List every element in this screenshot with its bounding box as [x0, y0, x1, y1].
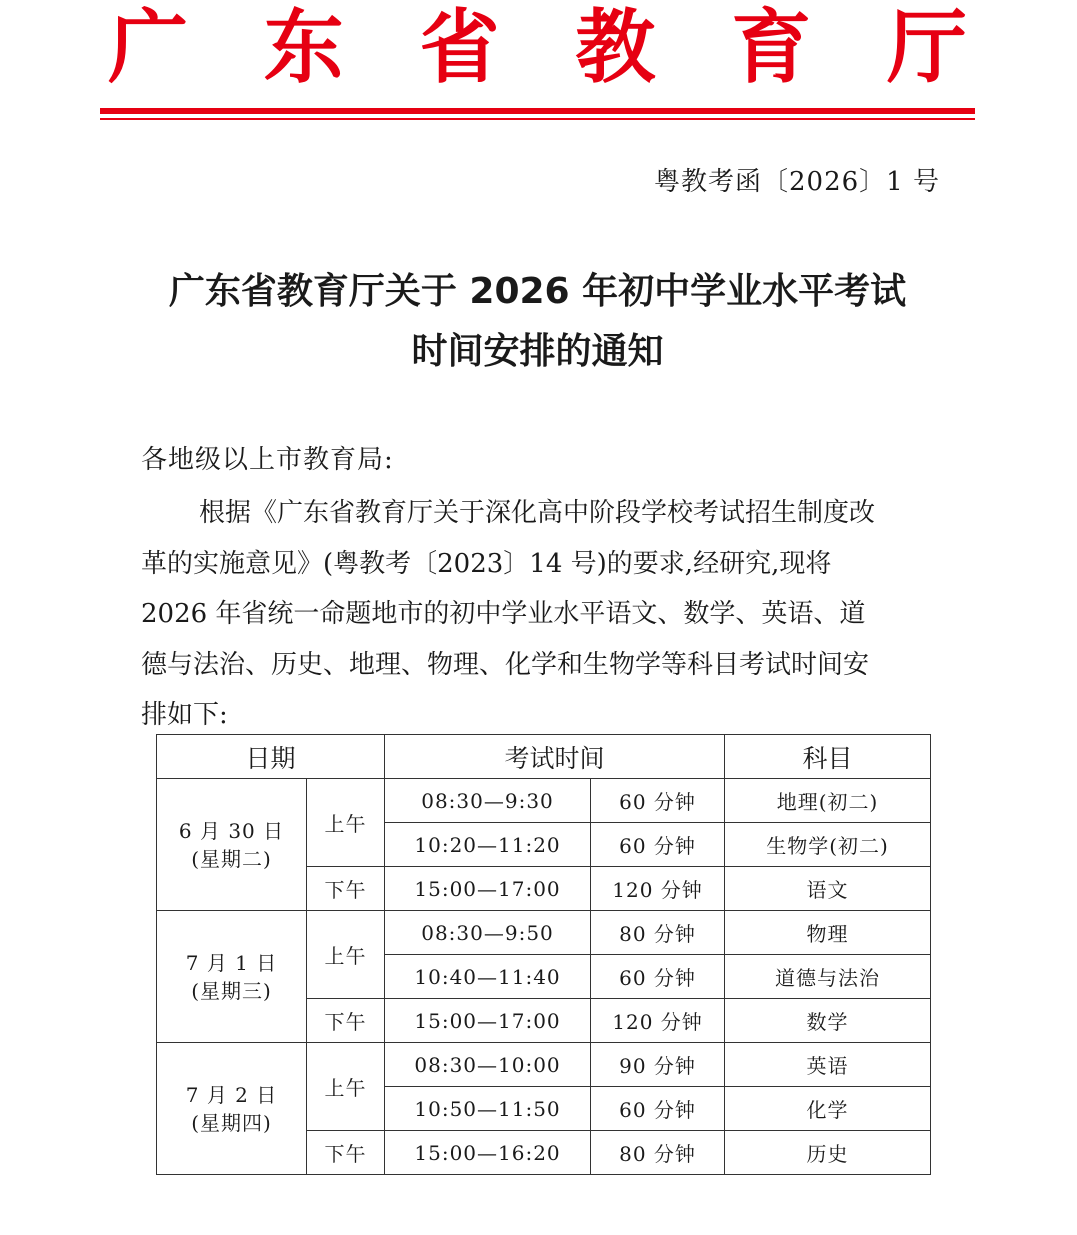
time-cell: 10:20—11:20 — [385, 823, 591, 867]
duration-cell: 90 分钟 — [591, 1043, 725, 1087]
date-text: 7 月 1 日 — [185, 950, 278, 975]
title-line-2: 时间安排的通知 — [411, 331, 664, 372]
period-am: 上午 — [307, 1043, 385, 1131]
period-pm: 下午 — [307, 999, 385, 1043]
document-title — [100, 262, 975, 382]
header-subject: 科目 — [725, 735, 931, 779]
masthead-char: 育 — [731, 1, 812, 94]
subject-cell: 英语 — [725, 1043, 931, 1087]
period-am: 上午 — [307, 779, 385, 867]
body-line: 根据《广东省教育厅关于深化高中阶段学校考试招生制度改 — [199, 498, 876, 528]
masthead — [100, 0, 975, 96]
table-row — [157, 1043, 931, 1087]
masthead-char: 省 — [419, 1, 500, 94]
body-paragraph — [141, 488, 941, 741]
time-cell: 15:00—16:20 — [385, 1131, 591, 1175]
body-line: 德与法治、历史、地理、物理、化学和生物学等科目考试时间安 — [141, 649, 870, 680]
date-text: 7 月 2 日 — [185, 1082, 278, 1107]
duration-cell: 80 分钟 — [591, 911, 725, 955]
subject-cell: 化学 — [725, 1087, 931, 1131]
duration-cell: 60 分钟 — [591, 1087, 725, 1131]
subject-cell: 道德与法治 — [725, 955, 931, 999]
duration-cell: 120 分钟 — [591, 867, 725, 911]
weekday-text: (星期四) — [191, 1110, 272, 1135]
period-pm: 下午 — [307, 867, 385, 911]
title-line-1: 广东省教育厅关于 2026 年初中学业水平考试 — [168, 271, 907, 312]
weekday-text: (星期二) — [191, 846, 272, 871]
masthead-char: 东 — [263, 1, 344, 94]
masthead-char: 教 — [575, 1, 656, 94]
date-cell — [157, 911, 307, 1043]
table-row — [157, 779, 931, 823]
time-cell: 10:40—11:40 — [385, 955, 591, 999]
document-number: 粤教考函〔2026〕1 号 — [654, 167, 940, 197]
subject-cell: 生物学(初二) — [725, 823, 931, 867]
table-header-row — [157, 735, 931, 779]
time-cell: 08:30—10:00 — [385, 1043, 591, 1087]
body-line: 2026 年省统一命题地市的初中学业水平语文、数学、英语、道 — [141, 599, 866, 629]
masthead-rule-thick — [100, 108, 975, 114]
duration-cell: 120 分钟 — [591, 999, 725, 1043]
time-cell: 10:50—11:50 — [385, 1087, 591, 1131]
duration-cell: 60 分钟 — [591, 779, 725, 823]
time-cell: 08:30—9:50 — [385, 911, 591, 955]
time-cell: 08:30—9:30 — [385, 779, 591, 823]
date-cell — [157, 1043, 307, 1175]
subject-cell: 语文 — [725, 867, 931, 911]
table-row — [157, 911, 931, 955]
salutation: 各地级以上市教育局: — [141, 445, 394, 475]
masthead-char: 广 — [108, 1, 188, 94]
exam-schedule-table — [156, 734, 931, 1175]
header-date: 日期 — [157, 735, 385, 779]
subject-cell: 历史 — [725, 1131, 931, 1175]
duration-cell: 80 分钟 — [591, 1131, 725, 1175]
weekday-text: (星期三) — [191, 978, 272, 1003]
masthead-char: 厅 — [886, 1, 967, 94]
header-exam-time: 考试时间 — [385, 735, 725, 779]
time-cell: 15:00—17:00 — [385, 867, 591, 911]
date-text: 6 月 30 日 — [178, 818, 285, 843]
duration-cell: 60 分钟 — [591, 823, 725, 867]
duration-cell: 60 分钟 — [591, 955, 725, 999]
body-line: 排如下: — [141, 700, 228, 730]
time-cell: 15:00—17:00 — [385, 999, 591, 1043]
subject-cell: 地理(初二) — [725, 779, 931, 823]
period-am: 上午 — [307, 911, 385, 999]
subject-cell: 物理 — [725, 911, 931, 955]
date-cell — [157, 779, 307, 911]
body-line: 革的实施意见》(粤教考〔2023〕14 号)的要求,经研究,现将 — [141, 548, 832, 579]
period-pm: 下午 — [307, 1131, 385, 1175]
subject-cell: 数学 — [725, 999, 931, 1043]
masthead-rule-thin — [100, 118, 975, 120]
